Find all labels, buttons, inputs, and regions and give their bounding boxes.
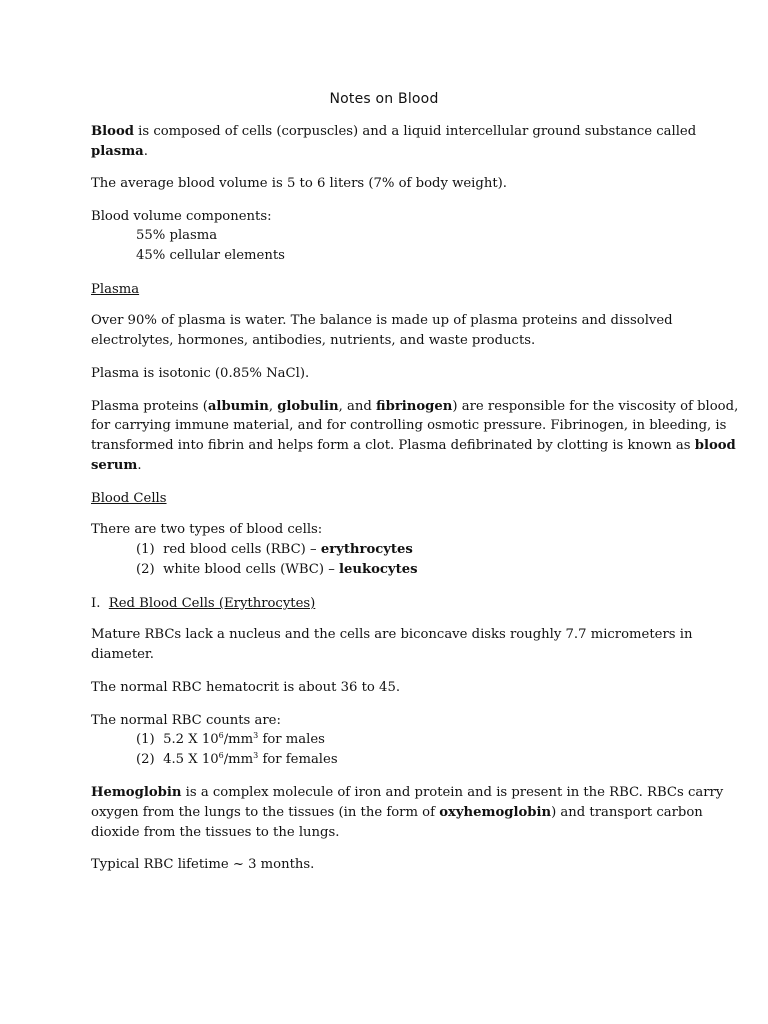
plasma-isotonic-line: Plasma is isotonic (0.85% NaCl).: [91, 366, 310, 381]
blood-cells-intro: There are two types of blood cells:: [91, 522, 323, 537]
list-item: (1) red blood cells (RBC) – erythrocytes: [136, 542, 413, 557]
plasma-proteins-line4: serum.: [91, 458, 142, 473]
rbc-lifetime-line: Typical RBC lifetime ~ 3 months.: [91, 857, 315, 872]
term-blood-serum-2: serum: [91, 458, 138, 473]
rbc-counts-heading: The normal RBC counts are:: [91, 713, 281, 728]
term-oxyhemoglobin: oxyhemoglobin: [439, 805, 552, 820]
intro-line-2: plasma.: [91, 144, 148, 159]
rbc-mature-line1: Mature RBCs lack a nucleus and the cells are biconcave disks roughly 7.7 micrometers in: [91, 627, 693, 642]
plasma-para1-line2: electrolytes, hormones, antibodies, nutrients, and waste products.: [91, 333, 536, 348]
hemoglobin-line1: Hemoglobin is a complex molecule of iron and protein and is present in the RBC. RBCs carry: [91, 785, 724, 800]
hemoglobin-line3: dioxide from the tissues to the lungs.: [91, 825, 340, 840]
hemoglobin-line2: oxygen from the lungs to the tissues (in the form of oxyhemoglobin) and transport carbon: [91, 805, 703, 820]
term-leukocytes: leukocytes: [338, 562, 418, 577]
term-blood-serum-1: blood: [694, 438, 736, 453]
components-heading: Blood volume components:: [91, 209, 272, 224]
term-hemoglobin: Hemoglobin: [91, 785, 182, 800]
rbc-mature-line2: diameter.: [91, 647, 154, 662]
rbc-hematocrit-line: The normal RBC hematocrit is about 36 to 45.: [91, 680, 401, 695]
plasma-proteins-line1: Plasma proteins (albumin, globulin, and fibrinogen) are responsible for the viscosity of blood,: [91, 399, 739, 414]
term-erythrocytes: erythrocytes: [320, 542, 413, 557]
term-blood: Blood: [91, 124, 134, 139]
term-fibrinogen: fibrinogen: [376, 399, 453, 414]
plasma-heading: Plasma: [91, 282, 140, 297]
component-item: 45% cellular elements: [136, 248, 285, 263]
term-globulin: globulin: [277, 399, 339, 414]
term-plasma: plasma: [91, 144, 144, 159]
plasma-proteins-line3: transformed into fibrin and helps form a clot. Plasma defibrinated by clotting is known as blood: [91, 438, 736, 453]
page-title: Notes on Blood: [329, 91, 439, 107]
blood-cells-heading: Blood Cells: [91, 491, 167, 506]
term-albumin: albumin: [207, 399, 269, 414]
rbc-heading: I. Red Blood Cells (Erythrocytes): [91, 596, 316, 611]
plasma-proteins-line2: for carrying immune material, and for controlling osmotic pressure. Fibrinogen, in bleeding, is: [91, 418, 727, 433]
list-item: (2) white blood cells (WBC) – leukocytes: [136, 562, 418, 577]
plasma-para1-line1: Over 90% of plasma is water. The balance is made up of plasma proteins and dissolved: [91, 313, 673, 328]
list-item: (2) 4.5 X $10^6/mm^3$ for females: [136, 751, 338, 767]
volume-line: The average blood volume is 5 to 6 liters (7% of body weight).: [91, 176, 507, 191]
component-item: 55% plasma: [136, 228, 218, 243]
intro-line-1: Blood is composed of cells (corpuscles) and a liquid intercellular ground substance called: [91, 124, 697, 139]
list-item: (1) 5.2 X $10^6/mm^3$ for males: [136, 731, 325, 747]
